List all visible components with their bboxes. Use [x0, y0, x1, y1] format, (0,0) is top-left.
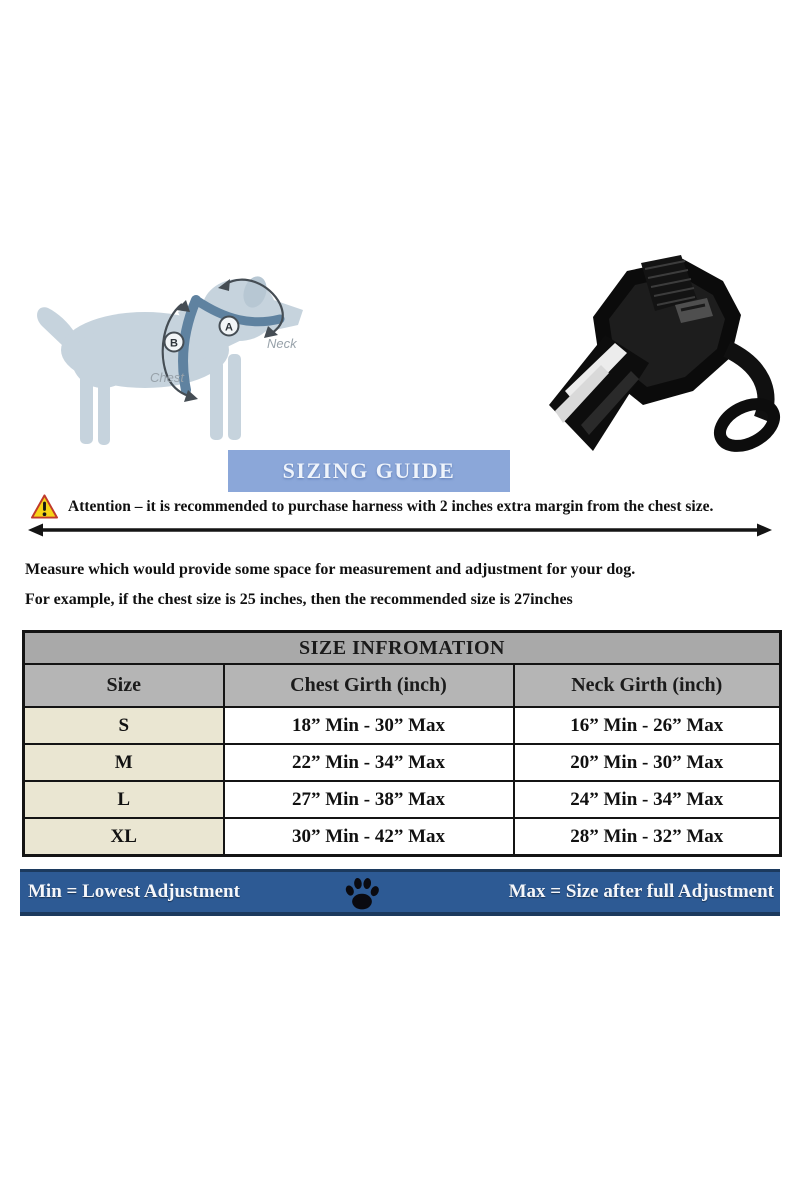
table-header-row	[24, 664, 781, 707]
paw-print-icon	[342, 876, 382, 912]
measure-note: Measure which would provide some space for measurement and adjustment for your dog.	[25, 561, 636, 578]
adjustment-legend-bar	[20, 869, 780, 916]
neck-girth-cell: 20” Min - 30” Max	[514, 744, 781, 781]
neck-girth-cell: 16” Min - 26” Max	[514, 707, 781, 744]
table-row-s	[24, 707, 781, 744]
neck-label: Neck	[267, 336, 297, 351]
belly-strap-loop	[713, 395, 781, 454]
attention-note	[30, 493, 775, 520]
column-header-neck-girth: Neck Girth (inch)	[514, 664, 781, 707]
chest-girth-cell: 30” Min - 42” Max	[224, 818, 514, 856]
size-information-table	[22, 630, 782, 857]
label-b: B	[170, 337, 178, 350]
column-header-chest-girth: Chest Girth (inch)	[224, 664, 514, 707]
dog-measurement-diagram	[30, 260, 330, 450]
table-title: SIZE INFROMATION	[24, 632, 781, 665]
warning-triangle-icon	[30, 493, 59, 520]
label-a: A	[225, 321, 233, 334]
max-legend: Max = Size after full Adjustment	[508, 881, 774, 902]
banner-title: SIZING GUIDE	[282, 458, 456, 483]
chest-girth-cell: 27” Min - 38” Max	[224, 781, 514, 818]
min-legend: Min = Lowest Adjustment	[28, 881, 240, 902]
chest-label: Chest	[150, 370, 184, 385]
size-cell: XL	[24, 818, 224, 856]
attention-text: Attention – it is recommended to purchase harness with 2 inches extra margin from the chest size.	[68, 497, 714, 515]
sizing-guide-banner	[228, 450, 510, 492]
table-title-row	[24, 632, 781, 665]
size-cell: S	[24, 707, 224, 744]
example-note: For example, if the chest size is 25 inches, then the recommended size is 27inches	[25, 591, 573, 608]
neck-girth-cell: 24” Min - 34” Max	[514, 781, 781, 818]
table-row-l	[24, 781, 781, 818]
harness-product-photo	[535, 253, 785, 468]
chest-girth-cell: 22” Min - 34” Max	[224, 744, 514, 781]
column-header-size: Size	[24, 664, 224, 707]
size-cell: L	[24, 781, 224, 818]
size-cell: M	[24, 744, 224, 781]
neck-girth-cell: 28” Min - 32” Max	[514, 818, 781, 856]
table-row-m	[24, 744, 781, 781]
double-headed-arrow	[26, 521, 774, 539]
table-row-xl	[24, 818, 781, 856]
chest-girth-cell: 18” Min - 30” Max	[224, 707, 514, 744]
